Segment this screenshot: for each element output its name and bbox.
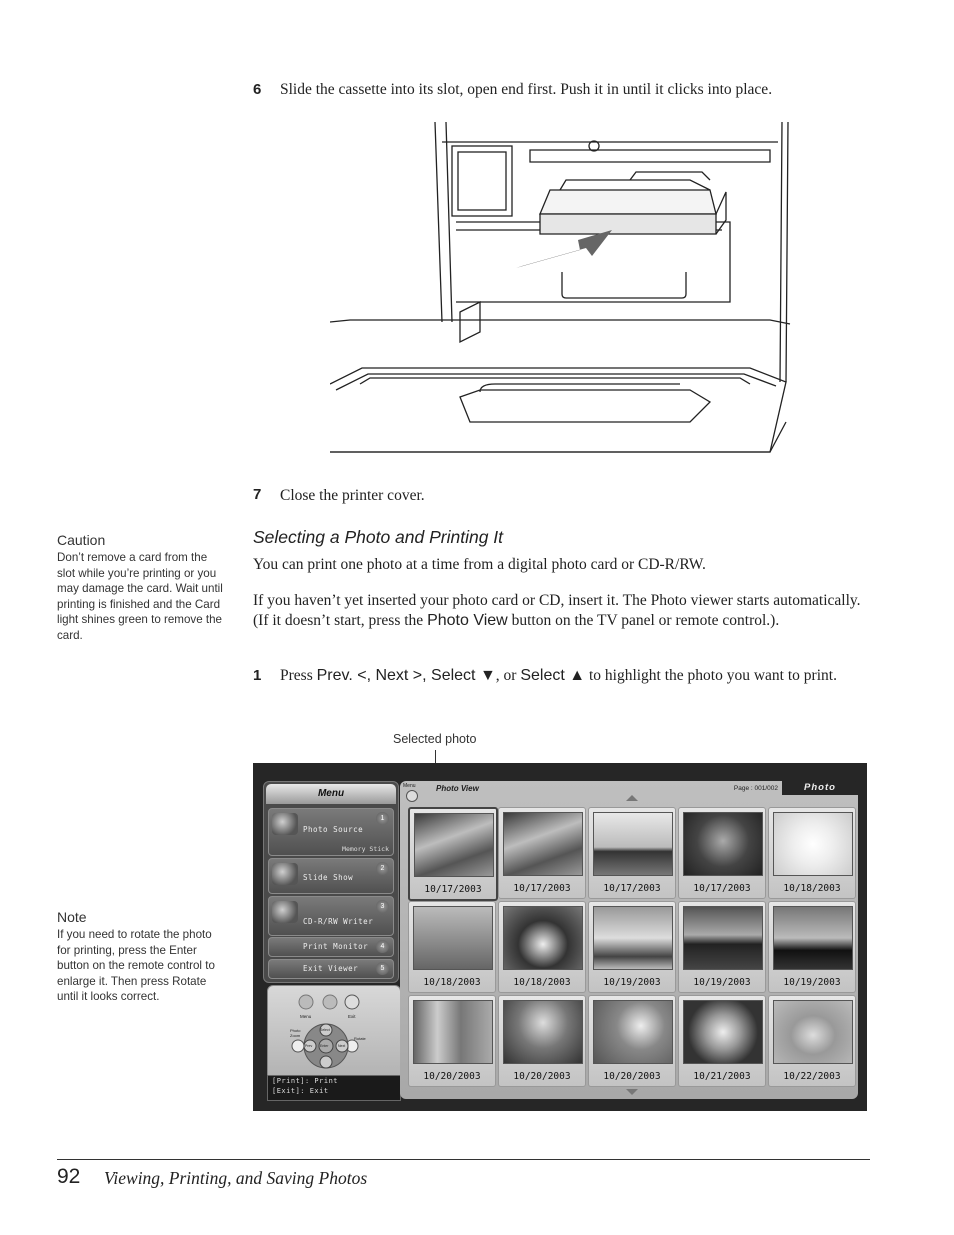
photo-thumb[interactable]: [678, 901, 766, 993]
step-6-number: 6: [253, 81, 262, 98]
menu-panel-title: Menu: [266, 784, 396, 804]
photo-sea-lion: [683, 812, 763, 876]
photo-dolphin: [503, 812, 583, 876]
photo-thumb[interactable]: [678, 995, 766, 1087]
step-6-text: Slide the cassette into its slot, open end first. Push it in until it clicks into place.: [280, 81, 773, 98]
key-hints: [267, 1075, 401, 1101]
photo-date: 10/19/2003: [783, 977, 841, 988]
menu-item-slide-show[interactable]: [268, 858, 394, 894]
menu-item-print-monitor[interactable]: [268, 937, 394, 957]
photo-date: 10/18/2003: [423, 977, 481, 988]
menu-button[interactable]: [406, 790, 418, 802]
cd-icon: [272, 901, 298, 923]
remote-buttons-svg: [268, 986, 400, 1076]
note-title: Note: [57, 909, 87, 925]
photo-date: 10/22/2003: [783, 1071, 841, 1082]
photo-bubble: [593, 1000, 673, 1064]
photo-umbrella: [503, 1000, 583, 1064]
photo-thumb[interactable]: [588, 901, 676, 993]
step-7-text: Close the printer cover.: [280, 487, 425, 504]
photo-thumb[interactable]: [768, 995, 856, 1087]
printer-cassette-illustration: [330, 122, 794, 464]
gallery-title: Photo View: [436, 784, 479, 793]
scroll-down-arrow-icon[interactable]: [626, 1089, 638, 1095]
menu-item-number: 2: [376, 862, 389, 875]
photo-date: 10/17/2003: [693, 883, 751, 894]
photo-date: 10/17/2003: [603, 883, 661, 894]
photo-thumb[interactable]: [408, 995, 496, 1087]
photo-gallery: [400, 781, 858, 1099]
step-1-sep: ,: [422, 667, 432, 684]
photo-date: 10/20/2003: [513, 1071, 571, 1082]
menu-item-exit-viewer[interactable]: [268, 959, 394, 979]
caution-title: Caution: [57, 532, 106, 548]
key-hint-print: [Print]: Print: [272, 1077, 339, 1085]
key-hint-exit: [Exit]: Exit: [272, 1087, 329, 1095]
photo-thumb[interactable]: [768, 807, 856, 899]
selected-photo-callout: Selected photo: [393, 732, 477, 746]
menu-item-cd-writer[interactable]: [268, 896, 394, 936]
menu-item-number: 1: [376, 812, 389, 825]
photo-date: 10/20/2003: [423, 1071, 481, 1082]
menu-item-number: 4: [376, 940, 389, 953]
photo-penguin-diving: [413, 906, 493, 970]
caution-text: Don’t remove a card from the slot while you’re printing or you may damage the card. Wait until printing is finished and the Card light shines green to remove the card.: [57, 551, 223, 642]
photo-thumb[interactable]: [588, 995, 676, 1087]
photo-street: [413, 1000, 493, 1064]
select-up-key: Select ▲: [520, 667, 586, 684]
para-2-text-before: If you haven’t yet inserted your photo card or CD, insert it. The Photo viewer starts automatically. (If it doesn’t start, press the: [253, 592, 861, 629]
photo-thumb[interactable]: [408, 901, 496, 993]
remote-label-photo-zoom: Photo Zoom: [290, 1028, 301, 1038]
step-1-number: 1: [253, 667, 262, 684]
step-1-rest: to highlight the photo you want to print.: [585, 667, 837, 684]
menu-panel: [263, 781, 399, 983]
photo-tab: Photo: [782, 781, 858, 795]
photo-dolphin: [414, 813, 494, 877]
scroll-up-arrow-icon[interactable]: [626, 795, 638, 801]
remote-label-rotate: Rotate: [354, 1036, 366, 1041]
photo-date: 10/17/2003: [424, 884, 482, 895]
footer-title: Viewing, Printing, and Saving Photos: [104, 1168, 368, 1188]
photo-penguin: [503, 906, 583, 970]
photo-thumb[interactable]: [498, 995, 586, 1087]
photo-palm-silhouette: [773, 906, 853, 970]
remote-label-prev: Prev: [305, 1044, 313, 1048]
photo-date: 10/19/2003: [693, 977, 751, 988]
remote-label-next: Next: [338, 1044, 346, 1048]
menu-item-number: 5: [376, 962, 389, 975]
photo-thumb[interactable]: [768, 901, 856, 993]
remote-label-exit: Exit: [348, 1014, 356, 1019]
photo-thumb[interactable]: [498, 807, 586, 899]
remote-label-menu: Menu: [300, 1014, 312, 1019]
page-number: 92: [57, 1165, 81, 1188]
menu-item-label: Photo Source: [303, 825, 364, 834]
menu-item-photo-source[interactable]: [268, 808, 394, 856]
remote-label-select: Select: [320, 1028, 330, 1032]
photo-date: 10/18/2003: [513, 977, 571, 988]
step-1-press: Press: [280, 667, 317, 684]
menu-item-label: Print Monitor: [303, 942, 369, 951]
step-1-or: , or: [495, 667, 521, 684]
remote-label-enter: Enter: [320, 1044, 329, 1048]
photo-date: 10/20/2003: [603, 1071, 661, 1082]
photo-camera-portrait: [683, 1000, 763, 1064]
photo-swimmer: [773, 1000, 853, 1064]
step-1-sep: ,: [366, 667, 376, 684]
photo-source-icon: [272, 813, 298, 835]
menu-item-label: Exit Viewer: [303, 964, 359, 973]
photo-thumb-selected[interactable]: [408, 807, 498, 901]
menu-item-number: 3: [376, 900, 389, 913]
photo-viewer-screen: [253, 763, 867, 1111]
photo-date: 10/21/2003: [693, 1071, 751, 1082]
footer-rule: [57, 1159, 870, 1160]
photo-jumping-dolphin: [593, 812, 673, 876]
photo-thumb[interactable]: [678, 807, 766, 899]
photo-seal-pup: [773, 812, 853, 876]
para-2-text-after: button on the TV panel or remote control.).: [507, 612, 780, 629]
slide-show-icon: [272, 863, 298, 885]
step-7-number: 7: [253, 486, 262, 503]
photo-penguins-group: [593, 906, 673, 970]
photo-date: 10/17/2003: [513, 883, 571, 894]
select-down-key: Select ▼: [431, 667, 496, 684]
photo-thumb[interactable]: [588, 807, 676, 899]
section-para-1: You can print one photo at a time from a digital photo card or CD-R/RW.: [253, 556, 706, 573]
page-indicator: Page : 001/002: [733, 785, 778, 792]
menu-item-label: CD-R/RW Writer: [303, 917, 374, 926]
prev-key: Prev. <: [316, 667, 367, 684]
photo-sunset-trees: [683, 906, 763, 970]
next-key: Next >: [375, 667, 423, 684]
menu-item-sublabel: Memory Stick: [342, 845, 389, 853]
section-heading: Selecting a Photo and Printing It: [253, 527, 504, 547]
photo-thumb[interactable]: [498, 901, 586, 993]
photo-date: 10/18/2003: [783, 883, 841, 894]
photo-view-button-name: Photo View: [427, 612, 508, 629]
menu-item-label: Slide Show: [303, 873, 354, 882]
note-text: If you need to rotate the photo for printing, press the Enter button on the remote control to enlarge it. Then press Rotate until it looks correct.: [57, 928, 215, 1004]
section-para-2: [253, 591, 865, 631]
menu-button-label: Menu: [403, 783, 416, 789]
step-1-text: [280, 666, 840, 686]
printer-illustration-svg: [330, 122, 794, 464]
photo-date: 10/19/2003: [603, 977, 661, 988]
